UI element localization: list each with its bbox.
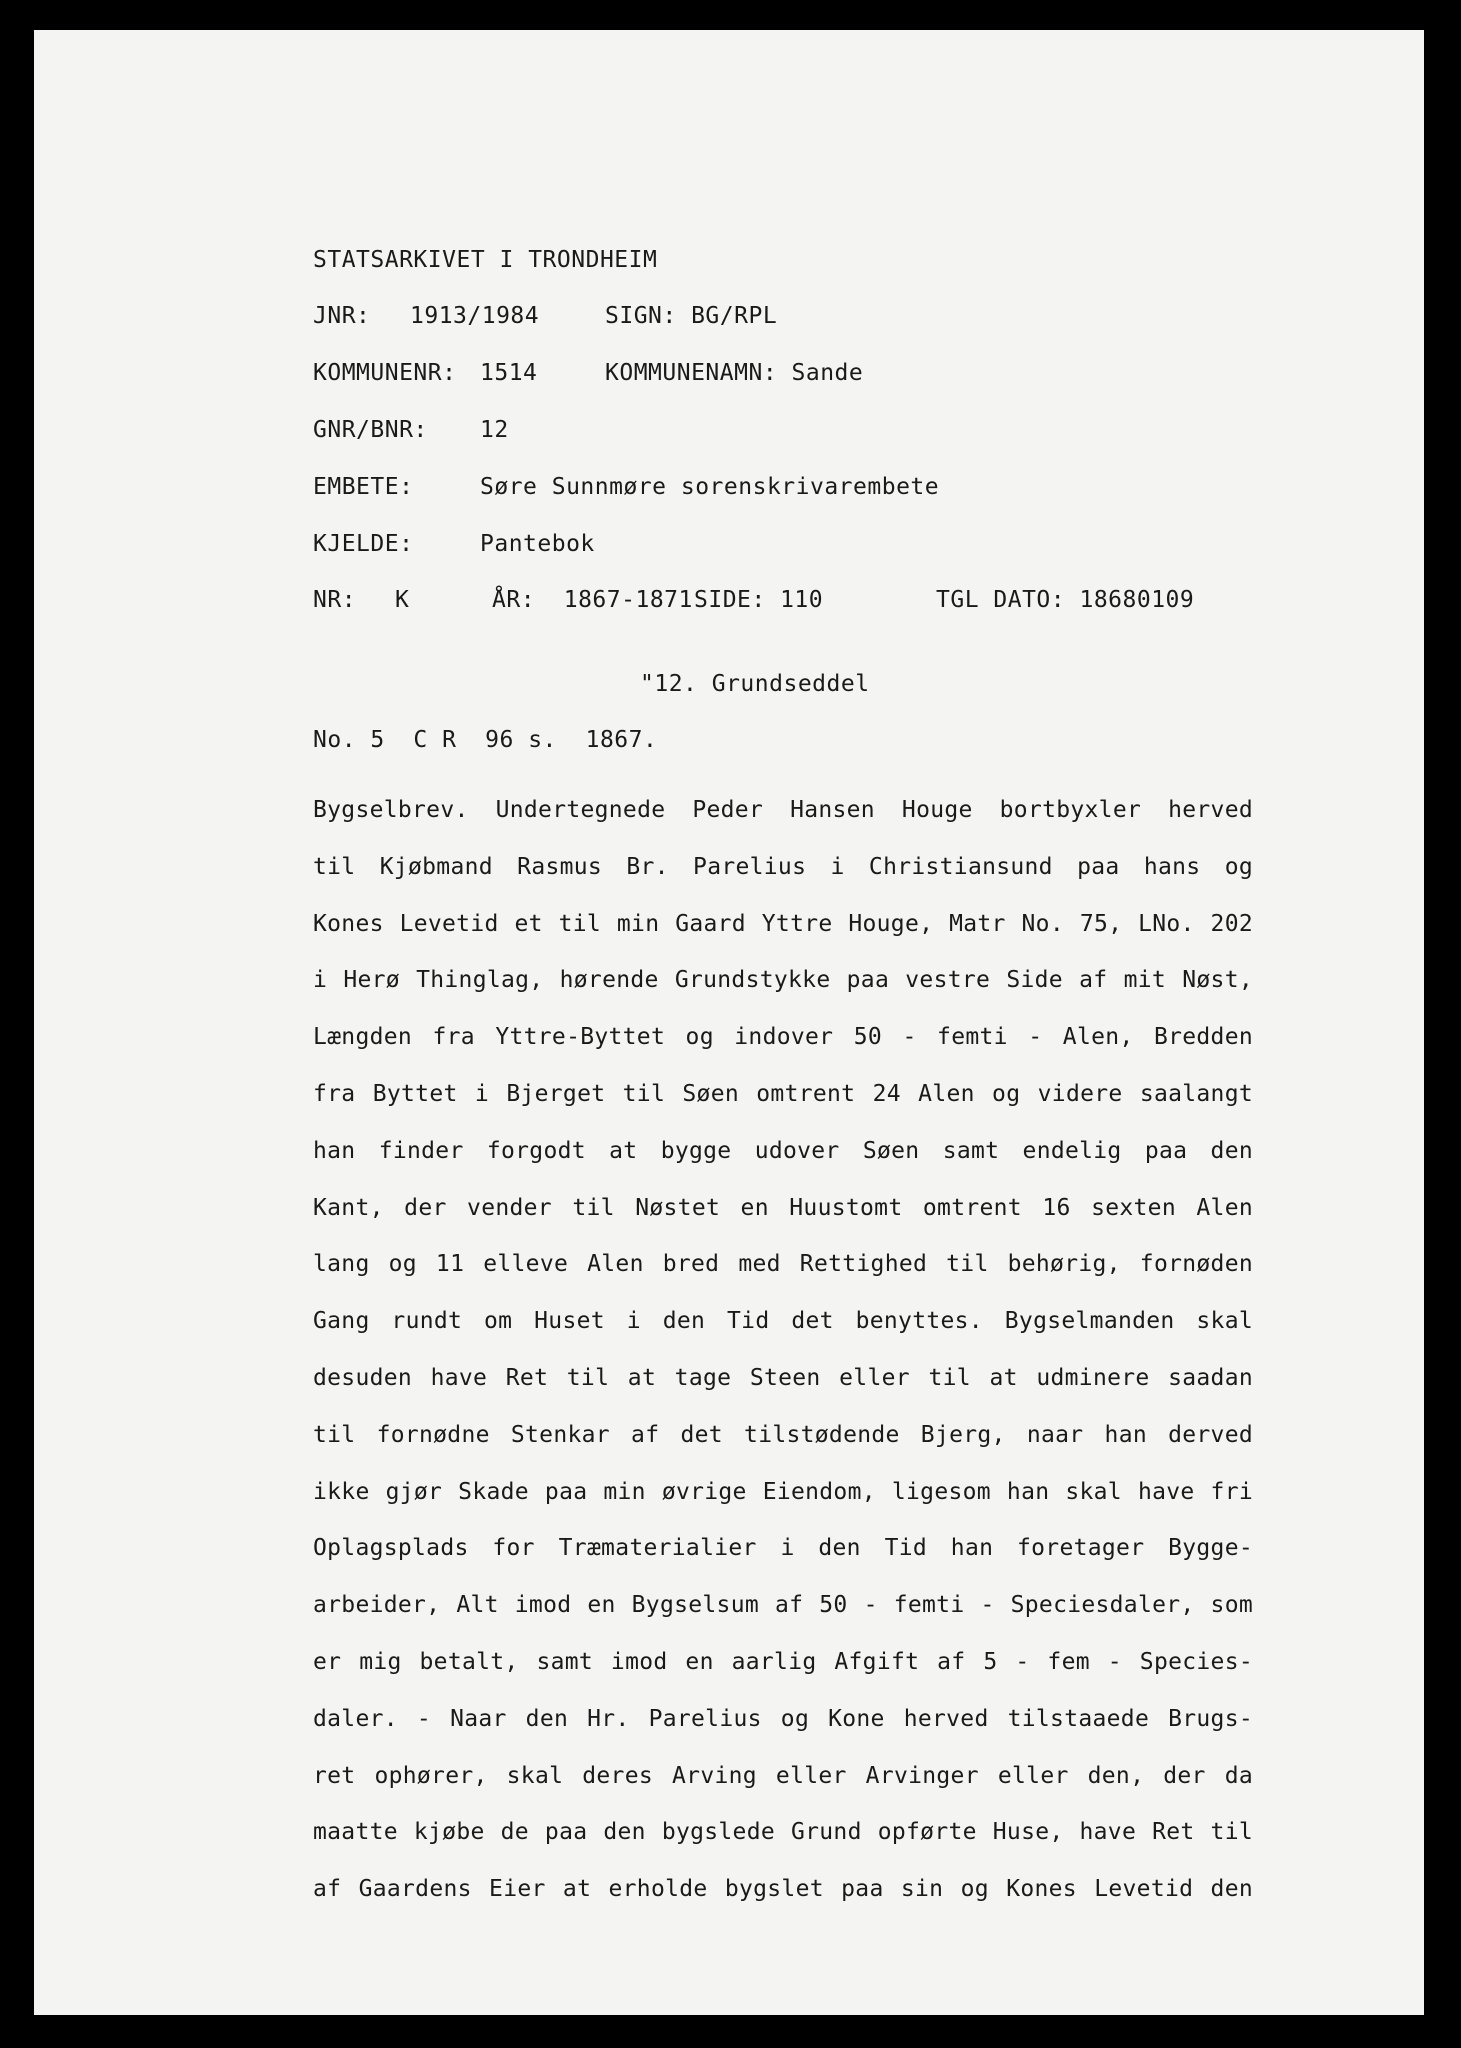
- kommunenr-value: 1514: [480, 360, 538, 386]
- kommunenamn-field: KOMMUNENAMN: Sande: [605, 360, 864, 386]
- body-line: lang og 11 elleve Alen bred med Rettighed til behørig, fornøden: [313, 1251, 1253, 1278]
- body-line: fra Byttet i Bjerget til Søen omtrent 24 Alen og videre saalangt: [313, 1080, 1253, 1107]
- kjelde-value: Pantebok: [480, 531, 595, 557]
- side-field: SIDE: 110: [694, 587, 824, 613]
- gnr-value: 12: [480, 417, 509, 443]
- body-line: Bygselbrev. Undertegnede Peder Hansen Houge bortbyxler herved: [313, 797, 1253, 823]
- body-line: maatte kjøbe de paa den bygslede Grund opførte Huse, have Ret til: [313, 1819, 1253, 1846]
- jnr-label: JNR:: [313, 303, 371, 329]
- body-line: daler. - Naar den Hr. Parelius og Kone herved tilstaaede Brugs-: [313, 1705, 1253, 1732]
- body-line: af Gaardens Eier at erholde bygslet paa sin og Kones Levetid den: [313, 1876, 1253, 1903]
- body-line: er mig betalt, samt imod en aarlig Afgift af 5 - fem - Species-: [313, 1648, 1253, 1675]
- jnr-value: 1913/1984: [410, 303, 540, 329]
- embete-label: EMBETE:: [313, 474, 414, 500]
- body-line: til Kjøbmand Rasmus Br. Parelius i Christiansund paa hans og: [313, 853, 1253, 880]
- sign-field: SIGN: BG/RPL: [605, 303, 778, 329]
- body-line: ikke gjør Skade paa min øvrige Eiendom, ligesom han skal have fri: [313, 1478, 1253, 1505]
- body-line: Længden fra Yttre-Byttet og indover 50 - femti - Alen, Bredden: [313, 1024, 1253, 1051]
- body-line: Kant, der vender til Nøstet en Huustomt omtrent 16 sexten Alen: [313, 1194, 1253, 1221]
- document-title: "12. Grundseddel: [640, 671, 870, 697]
- body-line: Oplagsplads for Træmaterialier i den Tid han foretager Bygge-: [313, 1535, 1253, 1562]
- document-page: [34, 30, 1424, 2015]
- document-reference: No. 5 C R 96 s. 1867.: [313, 727, 658, 753]
- kjelde-label: KJELDE:: [313, 531, 414, 557]
- body-line: arbeider, Alt imod en Bygselsum af 50 - femti - Speciesdaler, som: [313, 1592, 1253, 1619]
- tgl-dato-field: TGL DATO: 18680109: [936, 587, 1195, 613]
- body-line: desuden have Ret til at tage Steen eller til at udminere saadan: [313, 1364, 1253, 1391]
- nr-value: K: [395, 587, 410, 613]
- archive-name: STATSARKIVET I TRONDHEIM: [313, 247, 658, 273]
- ar-field: ÅR: 1867-1871: [492, 587, 693, 613]
- kommunenr-label: KOMMUNENR:: [313, 360, 457, 386]
- document-body: [313, 782, 1253, 1918]
- body-line: i Herø Thinglag, hørende Grundstykke paa vestre Side af mit Nøst,: [313, 967, 1253, 994]
- nr-label: NR:: [313, 587, 357, 613]
- body-line: ret ophører, skal deres Arving eller Arvinger eller den, der da: [313, 1762, 1253, 1789]
- body-line: Kones Levetid et til min Gaard Yttre Houge, Matr No. 75, LNo. 202: [313, 910, 1253, 937]
- body-line: han finder forgodt at bygge udover Søen samt endelig paa den: [313, 1137, 1253, 1164]
- body-line: Gang rundt om Huset i den Tid det benyttes. Bygselmanden skal: [313, 1308, 1253, 1335]
- gnr-label: GNR/BNR:: [313, 417, 428, 443]
- body-line: til fornødne Stenkar af det tilstødende Bjerg, naar han derved: [313, 1421, 1253, 1448]
- embete-value: Søre Sunnmøre sorenskrivarembete: [480, 474, 940, 500]
